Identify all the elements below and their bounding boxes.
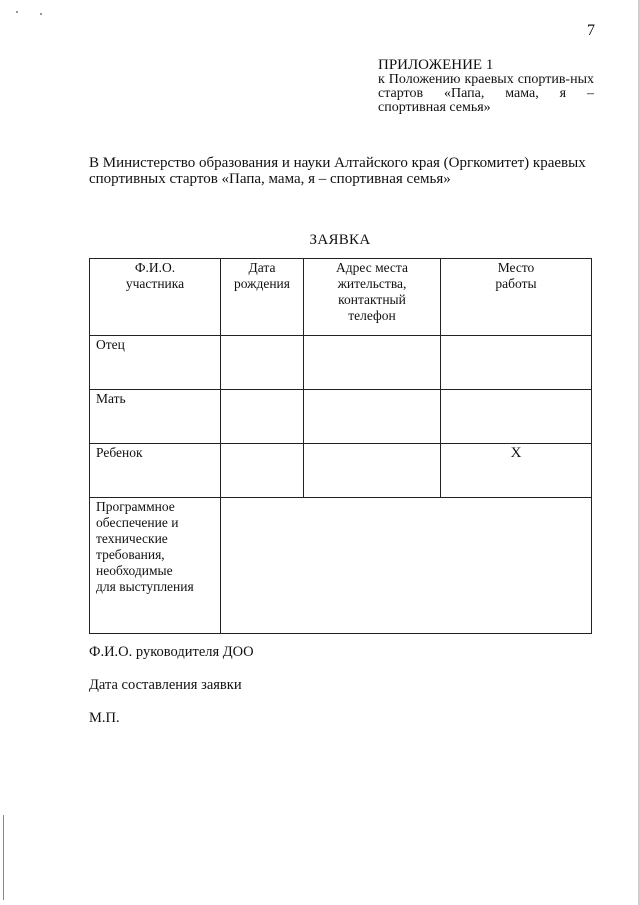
- date-line: Дата составления заявки: [89, 677, 242, 693]
- birth-date-cell: [221, 390, 304, 444]
- header-address-phone: [304, 259, 441, 336]
- header-line: рождения: [233, 276, 290, 291]
- address-cell: [304, 390, 441, 444]
- header-line: жительства,: [337, 276, 407, 291]
- header-line: участника: [125, 276, 185, 291]
- label-line: необходимые: [96, 563, 173, 578]
- table-row-software: [90, 498, 592, 634]
- birth-date-cell: [221, 444, 304, 498]
- application-table: [89, 258, 592, 634]
- address-cell: [304, 444, 441, 498]
- header-line: Дата: [248, 260, 276, 275]
- workplace-cell: [441, 336, 592, 390]
- software-requirements-cell: [221, 498, 592, 634]
- appendix-text: к Положению краевых спортив-ных стартов «Папа, мама, я – спортивная семья»: [378, 72, 594, 115]
- software-requirements-label: [90, 498, 221, 634]
- table-header-row: [90, 259, 592, 336]
- scan-speck: [40, 13, 42, 15]
- address-cell: [304, 336, 441, 390]
- label-line: обеспечение и: [96, 515, 179, 530]
- header-line: Ф.И.О.: [134, 260, 176, 275]
- scan-speck: [16, 11, 18, 13]
- label-line: требования,: [96, 547, 165, 562]
- workplace-cell: [441, 390, 592, 444]
- table-row: [90, 444, 592, 498]
- seal-line: М.П.: [89, 710, 120, 726]
- header-line: работы: [495, 276, 537, 291]
- director-name-line: Ф.И.О. руководителя ДОО: [89, 644, 254, 660]
- workplace-cell: X: [441, 444, 592, 498]
- row-label: Мать: [90, 390, 221, 444]
- header-line: Адрес места: [336, 260, 408, 275]
- addressee: В Министерство образования и науки Алтайского края (Оргкомитет) краевых спортивных стартов «Папа, мама, я – спортивная семья»: [89, 155, 586, 187]
- label-line: Программное: [96, 499, 175, 514]
- scan-mark: [3, 815, 4, 900]
- header-line: телефон: [348, 308, 396, 323]
- appendix-title: ПРИЛОЖЕНИЕ 1: [378, 57, 494, 73]
- table-row: [90, 336, 592, 390]
- table-row: [90, 390, 592, 444]
- page-number: 7: [587, 22, 595, 39]
- birth-date-cell: [221, 336, 304, 390]
- label-line: технические: [96, 531, 168, 546]
- appendix-block: [378, 58, 594, 115]
- header-workplace: [441, 259, 592, 336]
- header-line: контактный: [338, 292, 406, 307]
- label-line: для выступления: [96, 579, 194, 594]
- form-title: ЗАЯВКА: [309, 232, 371, 248]
- row-label: Ребенок: [90, 444, 221, 498]
- row-label: Отец: [90, 336, 221, 390]
- header-participant-name: [90, 259, 221, 336]
- header-birth-date: [221, 259, 304, 336]
- header-line: Место: [497, 260, 535, 275]
